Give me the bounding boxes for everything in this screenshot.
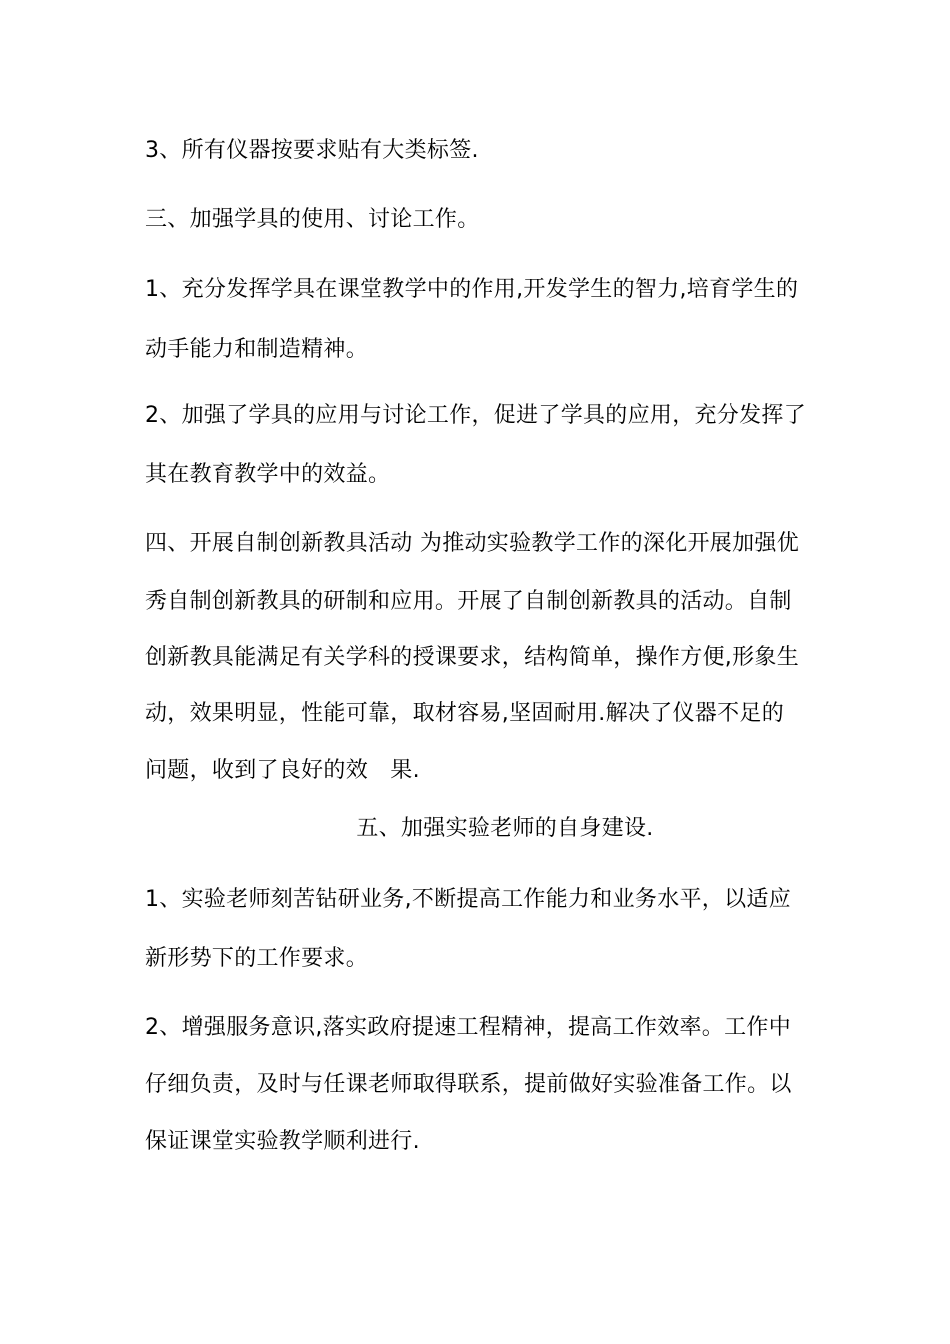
text-line-2: 三、加强学具的使用、讨论工作。 — [145, 207, 480, 232]
text-line-3: 1、充分发挥学具在课堂教学中的作用,开发学生的智力,培育学生的 — [145, 277, 799, 302]
text-line-9: 创新教具能满足有关学科的授课要求，结构简单，操作方便,形象生 — [145, 645, 799, 670]
text-line-5: 2、加强了学具的应用与讨论工作，促进了学具的应用，充分发挥了 — [145, 403, 806, 428]
text-line-15: 2、增强服务意识,落实政府提速工程精神，提高工作效率。工作中 — [145, 1015, 791, 1040]
text-line-10: 动，效果明显，性能可靠，取材容易,坚固耐用.解决了仪器不足的 — [145, 701, 784, 726]
section-heading-5: 五、加强实验老师的自身建设. — [356, 816, 654, 841]
text-line-7: 四、开展自制创新教具活动 为推动实验教学工作的深化开展加强优 — [145, 531, 799, 556]
text-line-8: 秀自制创新教具的研制和应用。开展了自制创新教具的活动。自制 — [145, 589, 792, 614]
text-line-13: 1、实验老师刻苦钻研业务,不断提高工作能力和业务水平，以适应 — [145, 887, 791, 912]
text-line-11: 问题，收到了良好的效 果. — [145, 758, 420, 783]
text-line-17: 保证课堂实验教学顺利进行. — [145, 1129, 420, 1154]
text-line-14: 新形势下的工作要求。 — [145, 946, 369, 971]
text-line-4: 动手能力和制造精神。 — [145, 337, 369, 362]
text-line-6: 其在教育教学中的效益。 — [145, 462, 391, 487]
text-line-16: 仔细负责，及时与任课老师取得联系，提前做好实验准备工作。以 — [145, 1072, 792, 1097]
text-line-1: 3、所有仪器按要求贴有大类标签. — [145, 138, 479, 163]
